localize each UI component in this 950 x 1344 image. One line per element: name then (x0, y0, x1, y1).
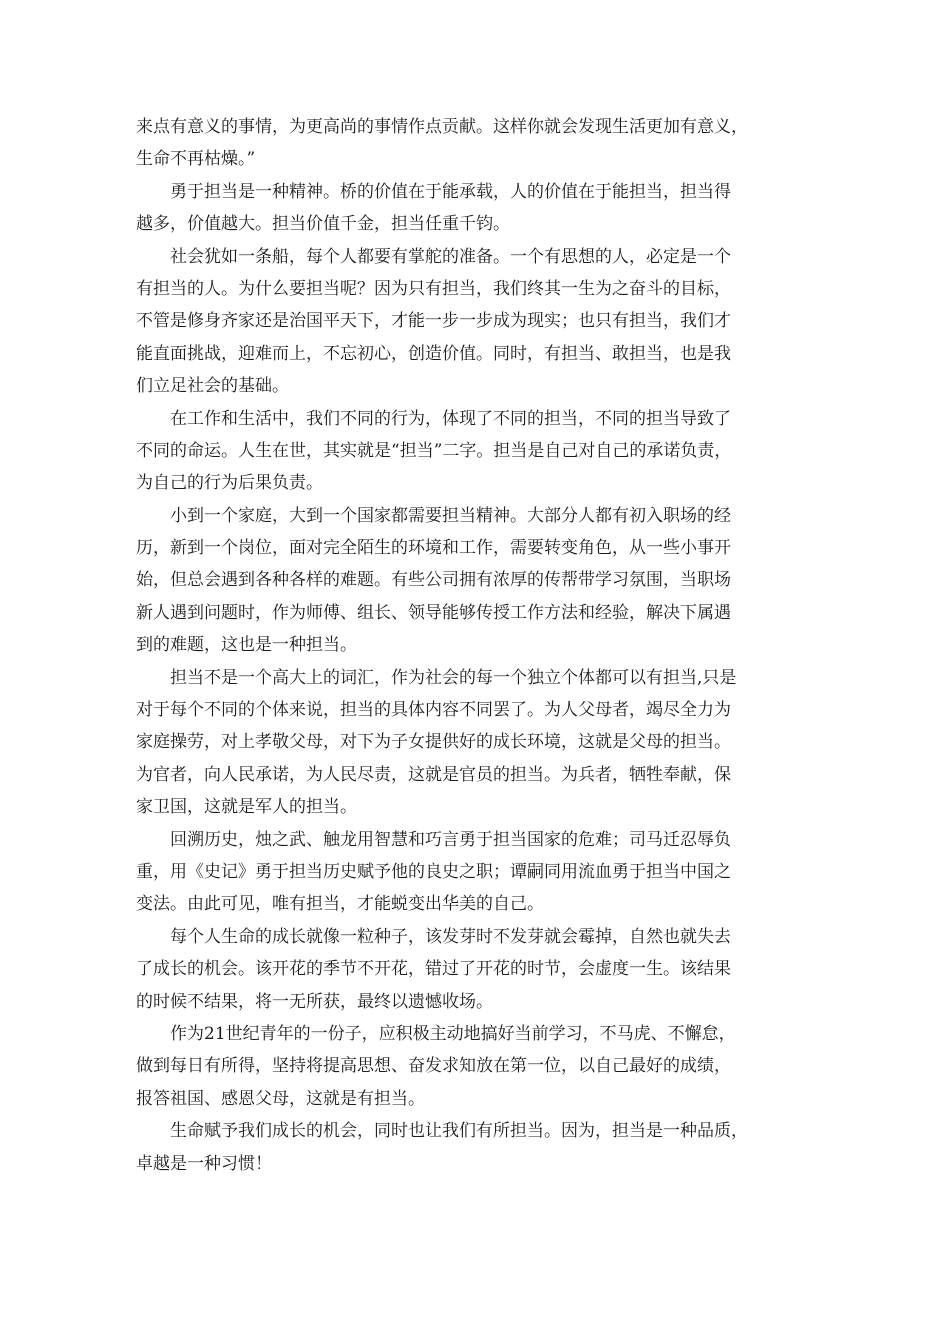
text-line: 始，但总会遇到各种各样的难题。有些公司拥有浓厚的传帮带学习氛围，当职场 (136, 570, 731, 591)
text-line: 为官者，向人民承诺，为人民尽责，这就是官员的担当。为兵者，牺牲奉献，保 (136, 764, 731, 785)
text-line: 家卫国，这就是军人的担当。 (136, 797, 357, 818)
text-line: 家庭操劳，对上孝敬父母，对下为子女提供好的成长环境，这就是父母的担当。 (136, 732, 731, 753)
paragraph (136, 403, 836, 500)
paragraph (136, 241, 836, 403)
paragraph (136, 824, 836, 921)
document-body (136, 111, 836, 1180)
text-line: 为自己的行为后果负责。 (136, 473, 323, 494)
paragraph (136, 1018, 836, 1115)
text-line: 变法。由此可见，唯有担当，才能蜕变出华美的自己。 (136, 894, 544, 915)
text-line: 卓越是一种习惯！ (136, 1153, 272, 1174)
text-line: 越多，价值越大。担当价值千金，担当任重千钧。 (136, 214, 510, 235)
paragraph (136, 176, 836, 241)
text-line: 做到每日有所得，坚持将提高思想、奋发求知放在第一位，以自己最好的成绩， (136, 1056, 731, 1077)
text-line: 回溯历史，烛之武、触龙用智慧和巧言勇于担当国家的危难；司马迁忍辱负 (170, 829, 731, 850)
paragraph (136, 662, 836, 824)
text-line: 重，用《史记》勇于担当历史赋予他的良史之职；谭嗣同用流血勇于担当中国之 (136, 861, 731, 882)
text-line: 不管是修身齐家还是治国平天下，才能一步一步成为现实；也只有担当，我们才 (136, 311, 731, 332)
text-line: 新人遇到问题时，作为师傅、组长、领导能够传授工作方法和经验，解决下属遇 (136, 602, 731, 623)
text-line: 生命不再枯燥。” (136, 149, 256, 170)
text-line: 不同的命运。人生在世，其实就是“担当”二字。担当是自己对自己的承诺负责， (136, 440, 732, 461)
text-line: 社会犹如一条船，每个人都要有掌舵的准备。一个有思想的人，必定是一个 (170, 246, 731, 267)
text-line: 生命赋予我们成长的机会，同时也让我们有所担当。因为，担当是一种品质， (170, 1121, 748, 1142)
paragraph (136, 1115, 836, 1180)
text-line: 在工作和生活中，我们不同的行为，体现了不同的担当，不同的担当导致了 (170, 408, 731, 429)
text-line: 到的难题，这也是一种担当。 (136, 635, 357, 656)
text-line: 对于每个不同的个体来说，担当的具体内容不同罢了。为人父母者，竭尽全力为 (136, 700, 731, 721)
text-line: 有担当的人。为什么要担当呢？因为只有担当，我们终其一生为之奋斗的目标， (136, 278, 731, 299)
text-line: 每个人生命的成长就像一粒种子，该发芽时不发芽就会霉掉，自然也就失去 (170, 926, 731, 947)
paragraph (136, 500, 836, 662)
text-line: 担当不是一个高大上的词汇，作为社会的每一个独立个体都可以有担当,只是 (170, 667, 737, 688)
text-line: 小到一个家庭，大到一个国家都需要担当精神。大部分人都有初入职场的经 (170, 505, 731, 526)
paragraph (136, 921, 836, 1018)
text-line: 作为21世纪青年的一份子，应积极主动地搞好当前学习，不马虎、不懈怠， (170, 1023, 736, 1044)
text-line: 们立足社会的基础。 (136, 376, 289, 397)
text-line: 能直面挑战，迎难而上，不忘初心，创造价值。同时，有担当、敢担当，也是我 (136, 343, 731, 364)
text-line: 报答祖国、感恩父母，这就是有担当。 (136, 1088, 425, 1109)
paragraph (136, 111, 836, 176)
text-line: 勇于担当是一种精神。桥的价值在于能承载，人的价值在于能担当，担当得 (170, 181, 731, 202)
text-line: 历，新到一个岗位，面对完全陌生的环境和工作，需要转变角色，从一些小事开 (136, 538, 731, 559)
text-line: 来点有意义的事情，为更高尚的事情作点贡献。这样你就会发现生活更加有意义， (136, 117, 748, 137)
text-line: 的时候不结果，将一无所获，最终以遗憾收场。 (136, 991, 493, 1012)
text-line: 了成长的机会。该开花的季节不开花，错过了开花的时节，会虚度一生。该结果 (136, 959, 731, 980)
